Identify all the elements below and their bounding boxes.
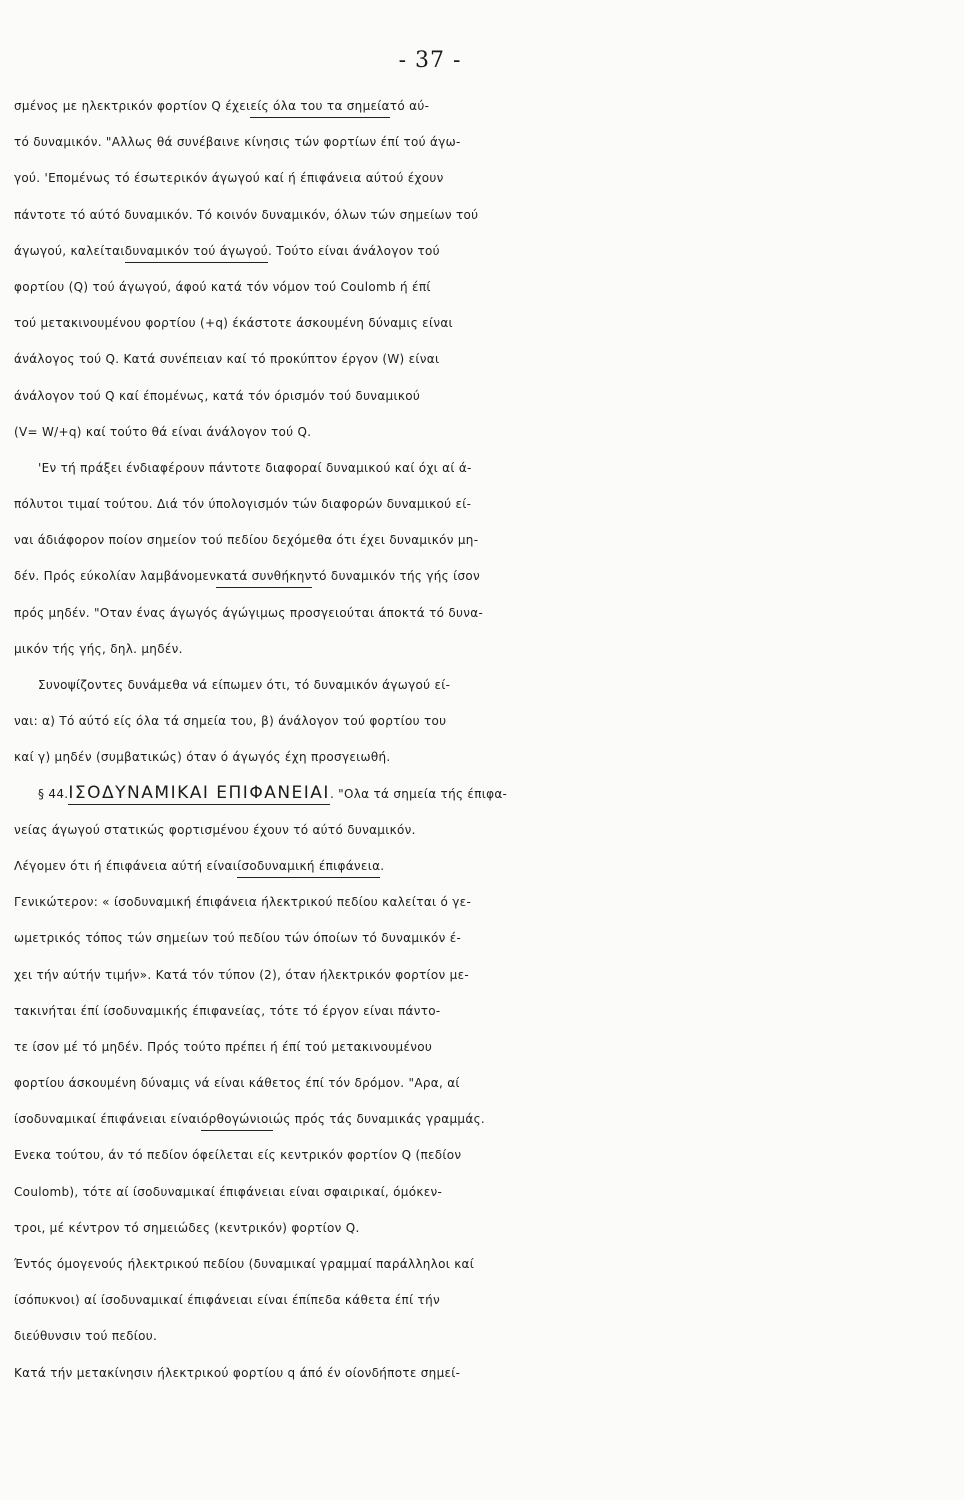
text-run: ώς πρός τάς δυναμικάς γραμμάς. xyxy=(272,1112,486,1127)
text-run: (V= W/+q) καί τούτο θά είναι άνάλογον τού Q. xyxy=(14,424,312,439)
text-run: . Τούτο είναι άνάλογον τού xyxy=(268,243,440,258)
text-run: Συνοψίζοντες δυνάμεθα νά είπωμεν ότι, τό δυναμικόν άγωγού εί- xyxy=(38,678,451,692)
text-line xyxy=(0,486,964,522)
text-run: . xyxy=(380,858,385,873)
text-run: § 44. xyxy=(38,786,69,801)
text-line xyxy=(0,812,964,848)
text-run: ωμετρικός τόπος τών σημείων τού πεδίου τών όποίων τό δυναμικόν έ- xyxy=(14,931,462,946)
text-line xyxy=(0,160,964,196)
text-line xyxy=(0,631,964,667)
text-line xyxy=(0,1318,964,1354)
text-run: καί γ) μηδέν (συμβατικώς) όταν ό άγωγός έχη προσγειωθή. xyxy=(14,750,391,765)
text-run: φορτίου άσκουμένη δύναμις νά είναι κάθετος έπί τόν δρόμον. "Αρα, αί xyxy=(14,1076,460,1091)
text-run: φορτίου (Q) τού άγωγού, άφού κατά τόν νόμον τού Coulomb ή έπί xyxy=(14,279,431,294)
underlined-phrase: δυναμικόν τού άγωγού xyxy=(125,240,268,263)
text-run: Γενικώτερον: « ίσοδυναμική έπιφάνεια ήλεκτρικού πεδίου καλείται ό γε- xyxy=(14,895,472,910)
text-line xyxy=(0,522,964,558)
text-line xyxy=(0,88,964,124)
text-line xyxy=(0,378,964,414)
text-line xyxy=(0,269,964,305)
text-line xyxy=(0,305,964,341)
text-line xyxy=(0,1355,964,1391)
text-run: σμένος με ηλεκτρικόν φορτίον Q έχει xyxy=(14,99,251,113)
page-body-text xyxy=(0,88,964,1391)
text-run: πόλυτοι τιμαί τούτου. Διά τόν ύπολογισμόν τών διαφορών δυναμικού εί- xyxy=(14,497,472,512)
text-line xyxy=(0,414,964,450)
text-line xyxy=(0,667,964,703)
text-run: Λέγομεν ότι ή έπιφάνεια αύτή είναι xyxy=(14,858,238,873)
text-run: πάντοτε τό αύτό δυναμικόν. Τό κοινόν δυναμικόν, όλων τών σημείων τού xyxy=(14,207,479,222)
text-run: τακινήται έπί ίσοδυναμικής έπιφανείας, τότε τό έργον είναι πάντο- xyxy=(14,1003,441,1018)
text-run: άγωγού, καλείται xyxy=(14,243,125,258)
text-run: ναι: α) Τό αύτό είς όλα τά σημεία του, β) άνάλογον τού φορτίου του xyxy=(14,714,447,729)
text-run: τού μετακινουμένου φορτίου (+q) έκάστοτε άσκουμένη δύναμις είναι xyxy=(14,316,453,331)
text-run: τό δυναμικόν. "Αλλως θά συνέβαινε κίνησις τών φορτίων έπί τού άγω- xyxy=(14,135,461,150)
text-line xyxy=(0,1246,964,1282)
text-line xyxy=(0,1137,964,1173)
text-run: χει τήν αύτήν τιμήν». Κατά τόν τύπον (2), όταν ήλεκτρικόν φορτίον με- xyxy=(14,967,469,982)
text-line xyxy=(0,776,964,812)
underlined-phrase: ίσοδυναμική έπιφάνεια xyxy=(237,855,380,878)
text-run: νείας άγωγού στατικώς φορτισμένου έχουν τό αύτό δυναμικόν. xyxy=(14,822,416,837)
text-run: γού. 'Επομένως τό έσωτερικόν άγωγού καί ή έπιφάνεια αύτού έχουν xyxy=(14,171,444,186)
text-line xyxy=(0,920,964,956)
text-run: πρός μηδέν. "Οταν ένας άγωγός άγώγιμως προσγειούται άποκτά τό δυνα- xyxy=(14,605,484,620)
text-line xyxy=(0,1029,964,1065)
text-run: τό δυναμικόν τής γής ίσον xyxy=(311,569,481,584)
text-run: ίσοδυναμικαί έπιφάνειαι είναι xyxy=(14,1112,202,1127)
section-heading: ΙΣΟΔΥΝΑΜΙΚΑΙ ΕΠΙΦΑΝΕΙΑΙ xyxy=(68,782,330,803)
text-run: Ενεκα τούτου, άν τό πεδίον όφείλεται είς κεντρικόν φορτίον Q (πεδίον xyxy=(14,1148,462,1163)
text-run: 'Εν τή πράξει ένδιαφέρουν πάντοτε διαφοραί δυναμικού καί όχι αί ά- xyxy=(38,460,472,475)
text-line xyxy=(0,957,964,993)
text-line xyxy=(0,341,964,377)
underlined-phrase: είς όλα του τα σημεία xyxy=(250,95,389,118)
text-line xyxy=(0,595,964,631)
text-line xyxy=(0,197,964,233)
text-run: Coulomb), τότε αί ίσοδυναμικαί έπιφάνειαι είναι σφαιρικαί, όμόκεν- xyxy=(14,1184,443,1199)
text-line xyxy=(0,703,964,739)
text-run: δέν. Πρός εύκολίαν λαμβάνομεν xyxy=(14,569,217,584)
text-run: Έντός όμογενούς ήλεκτρικού πεδίου (δυναμικαί γραμμαί παράλληλοι καί xyxy=(14,1257,475,1271)
text-line xyxy=(0,1101,964,1137)
text-line xyxy=(0,233,964,269)
text-run: ίσόπυκνοι) αί ίσοδυναμικαί έπιφάνειαι είναι έπίπεδα κάθετα έπί τήν xyxy=(14,1293,440,1308)
text-run: Κατά τήν μετακίνησιν ήλεκτρικού φορτίου q άπό έν οίονδήποτε σημεί- xyxy=(14,1365,461,1380)
text-run: ναι άδιάφορον ποίον σημείον τού πεδίου δεχόμεθα ότι έχει δυναμικόν μη- xyxy=(14,533,479,548)
text-run: τό αύ- xyxy=(389,99,430,113)
text-run: τροι, μέ κέντρον τό σημειώδες (κεντρικόν) φορτίον Q. xyxy=(14,1220,360,1235)
text-run: διεύθυνσιν τού πεδίου. xyxy=(14,1329,158,1344)
underlined-phrase: κατά συνθήκην xyxy=(216,565,311,588)
text-line xyxy=(0,1210,964,1246)
text-run: άνάλογος τού Q. Κατά συνέπειαν καί τό προκύπτον έργον (W) είναι xyxy=(14,352,440,367)
underlined-phrase: όρθογώνιοι xyxy=(201,1108,273,1131)
text-run: . "Ολα τά σημεία τής έπιφα- xyxy=(329,786,508,801)
page-number: - 37 - xyxy=(398,48,462,73)
text-line xyxy=(0,450,964,486)
text-line xyxy=(0,848,964,884)
text-run: άνάλογον τού Q καί έπομένως, κατά τόν όρισμόν τού δυναμικού xyxy=(14,388,421,403)
text-line xyxy=(0,993,964,1029)
text-line xyxy=(0,558,964,594)
text-run: μικόν τής γής, δηλ. μηδέν. xyxy=(14,641,183,656)
text-line xyxy=(0,1174,964,1210)
text-line xyxy=(0,1282,964,1318)
text-line xyxy=(0,124,964,160)
text-line xyxy=(0,1065,964,1101)
text-line xyxy=(0,739,964,775)
text-run: τε ίσον μέ τό μηδέν. Πρός τούτο πρέπει ή έπί τού μετακινουμένου xyxy=(14,1039,433,1054)
text-line xyxy=(0,884,964,920)
